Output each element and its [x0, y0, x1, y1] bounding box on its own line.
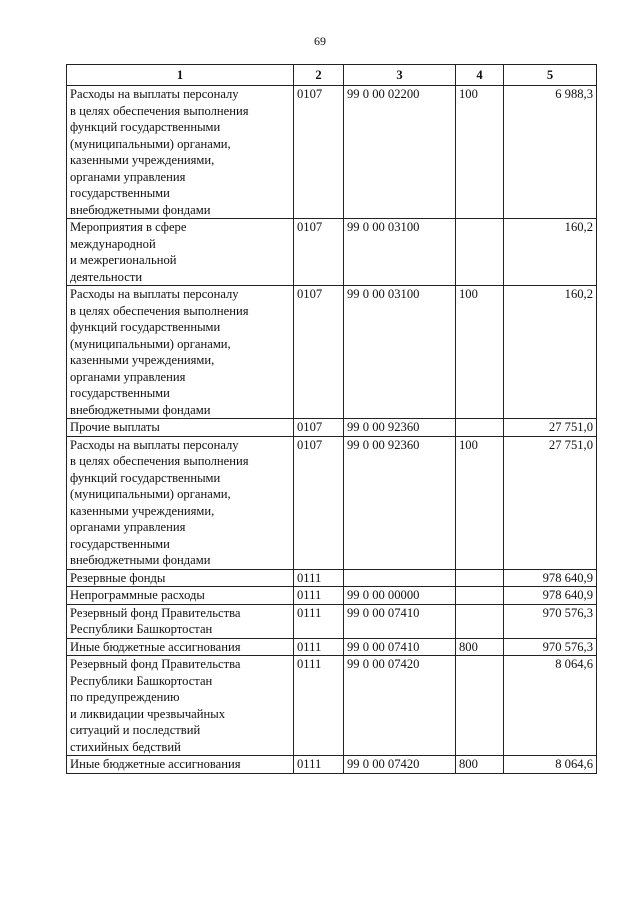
row-target-article-cell: 99 0 00 02200: [344, 86, 456, 219]
row-target-article-cell: 99 0 00 07420: [344, 656, 456, 756]
column-header-2: 2: [294, 65, 344, 86]
table-row: [67, 569, 597, 587]
table-row: [67, 604, 597, 638]
row-section-code-cell: 0107: [294, 436, 344, 569]
row-expense-type-cell: [456, 569, 504, 587]
row-amount-cell: 160,2: [504, 219, 597, 286]
row-expense-type-cell: 100: [456, 436, 504, 569]
table-row: [67, 587, 597, 605]
row-expense-type-cell: [456, 604, 504, 638]
table-row: [67, 419, 597, 437]
table-row: [67, 656, 597, 756]
row-target-article-cell: 99 0 00 07410: [344, 604, 456, 638]
column-header-5: 5: [504, 65, 597, 86]
table-row: [67, 86, 597, 219]
row-amount-cell: 978 640,9: [504, 569, 597, 587]
row-name-cell: Мероприятия в сфере международной и межрегиональной деятельности: [67, 219, 294, 286]
row-name-cell: Непрограммные расходы: [67, 587, 294, 605]
row-target-article-cell: 99 0 00 03100: [344, 219, 456, 286]
row-name-cell: Резервные фонды: [67, 569, 294, 587]
row-target-article-cell: 99 0 00 03100: [344, 286, 456, 419]
row-amount-cell: 27 751,0: [504, 436, 597, 569]
table-row: [67, 638, 597, 656]
column-header-4: 4: [456, 65, 504, 86]
row-name-cell: Расходы на выплаты персоналу в целях обеспечения выполнения функций государственными (муниципальными) органами, казенными учреждениями, органами управления государственными внебюджетными фондами: [67, 286, 294, 419]
row-name-cell: Расходы на выплаты персоналу в целях обеспечения выполнения функций государственными (муниципальными) органами, казенными учреждениями, органами управления государственными внебюджетными фондами: [67, 86, 294, 219]
row-section-code-cell: 0111: [294, 638, 344, 656]
column-header-3: 3: [344, 65, 456, 86]
row-target-article-cell: 99 0 00 92360: [344, 419, 456, 437]
row-expense-type-cell: [456, 587, 504, 605]
row-expense-type-cell: [456, 419, 504, 437]
row-target-article-cell: 99 0 00 92360: [344, 436, 456, 569]
row-section-code-cell: 0111: [294, 656, 344, 756]
page-number: 69: [314, 34, 326, 48]
row-target-article-cell: [344, 569, 456, 587]
column-header-1: 1: [67, 65, 294, 86]
row-amount-cell: 970 576,3: [504, 638, 597, 656]
row-name-cell: Расходы на выплаты персоналу в целях обеспечения выполнения функций государственными (муниципальными) органами, казенными учреждениями, органами управления государственными внебюджетными фондами: [67, 436, 294, 569]
row-expense-type-cell: 100: [456, 86, 504, 219]
row-amount-cell: 970 576,3: [504, 604, 597, 638]
row-section-code-cell: 0111: [294, 604, 344, 638]
row-section-code-cell: 0107: [294, 86, 344, 219]
row-section-code-cell: 0111: [294, 569, 344, 587]
row-target-article-cell: 99 0 00 07420: [344, 756, 456, 774]
row-section-code-cell: 0107: [294, 419, 344, 437]
row-section-code-cell: 0111: [294, 756, 344, 774]
table-header-row: [67, 65, 597, 86]
row-amount-cell: 8 064,6: [504, 756, 597, 774]
row-name-cell: Резервный фонд Правительства Республики Башкортостан: [67, 604, 294, 638]
row-expense-type-cell: 800: [456, 756, 504, 774]
table-row: [67, 436, 597, 569]
table-row: [67, 756, 597, 774]
row-amount-cell: 160,2: [504, 286, 597, 419]
row-section-code-cell: 0111: [294, 587, 344, 605]
row-expense-type-cell: [456, 219, 504, 286]
budget-table: [66, 64, 597, 774]
row-expense-type-cell: [456, 656, 504, 756]
row-name-cell: Иные бюджетные ассигнования: [67, 638, 294, 656]
row-amount-cell: 27 751,0: [504, 419, 597, 437]
row-amount-cell: 8 064,6: [504, 656, 597, 756]
table-row: [67, 286, 597, 419]
table-body: [67, 86, 597, 774]
row-amount-cell: 6 988,3: [504, 86, 597, 219]
row-section-code-cell: 0107: [294, 219, 344, 286]
row-amount-cell: 978 640,9: [504, 587, 597, 605]
row-expense-type-cell: 100: [456, 286, 504, 419]
row-name-cell: Иные бюджетные ассигнования: [67, 756, 294, 774]
row-name-cell: Прочие выплаты: [67, 419, 294, 437]
row-target-article-cell: 99 0 00 00000: [344, 587, 456, 605]
table-row: [67, 219, 597, 286]
row-expense-type-cell: 800: [456, 638, 504, 656]
row-section-code-cell: 0107: [294, 286, 344, 419]
row-target-article-cell: 99 0 00 07410: [344, 638, 456, 656]
row-name-cell: Резервный фонд Правительства Республики Башкортостан по предупреждению и ликвидации чрезвычайных ситуаций и последствий стихийных бедствий: [67, 656, 294, 756]
